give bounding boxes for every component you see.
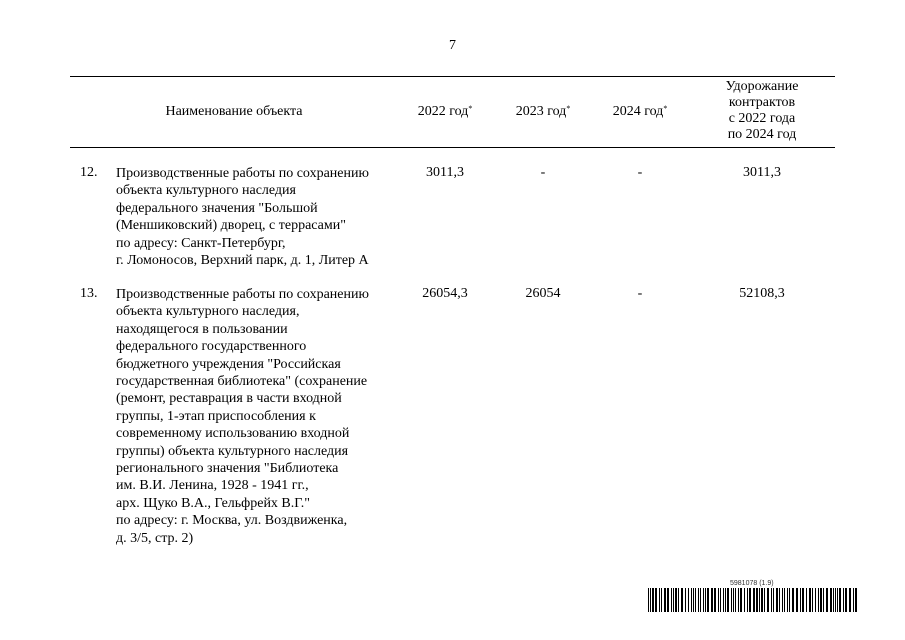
row-13-2022: 26054,3 — [422, 286, 468, 301]
row-12-increase: 3011,3 — [743, 165, 781, 180]
row-12-description: Производственные работы по сохранению объекта культурного наследия федерального значения "Большой (Меншиковский) дворец, с террасами" по адресу: Санкт-Петербург, г. Ломоносов, Верхний парк, д. 1, Литер А — [116, 166, 369, 269]
header-2023: 2023 год* — [515, 104, 571, 119]
row-13-increase: 52108,3 — [739, 286, 785, 301]
table-top-border — [70, 76, 835, 77]
row-12-2024: - — [637, 165, 643, 180]
header-name: Наименование объекта — [165, 104, 303, 119]
row-12-2023: - — [540, 165, 546, 180]
barcode-number: 5981078 (1.9) — [730, 580, 774, 587]
row-13-number: 13. — [80, 286, 98, 301]
row-13-2024: - — [637, 286, 643, 301]
row-12-number: 12. — [80, 165, 98, 180]
row-13-description: Производственные работы по сохранению объекта культурного наследия, находящегося в пользовании федерального государственного бюджетного учреждения "Российская государственная библиотека" (сохранение (ремонт, реставрация в части входной группы, 1-этап приспособления к современному использованию входной группы) объекта культурного наследия регионального значения "Библиотека им. В.И. Ленина, 1928 - 1941 гг., арх. Щуко В.А., Гельфрейх В.Г." по адресу: г. Москва, ул. Воздвиженка, д. 3/5, стр. 2) — [116, 287, 369, 546]
table-header-bottom-border — [70, 147, 835, 148]
header-increase: Удорожание контрактов с 2022 года по 2024 год — [725, 79, 799, 142]
header-2024: 2024 год* — [612, 104, 668, 119]
row-13-2023: 26054 — [525, 286, 561, 301]
row-12-2022: 3011,3 — [426, 165, 464, 180]
barcode-icon — [648, 588, 858, 612]
header-2022: 2022 год* — [417, 104, 473, 119]
page-number: 7 — [449, 38, 456, 53]
